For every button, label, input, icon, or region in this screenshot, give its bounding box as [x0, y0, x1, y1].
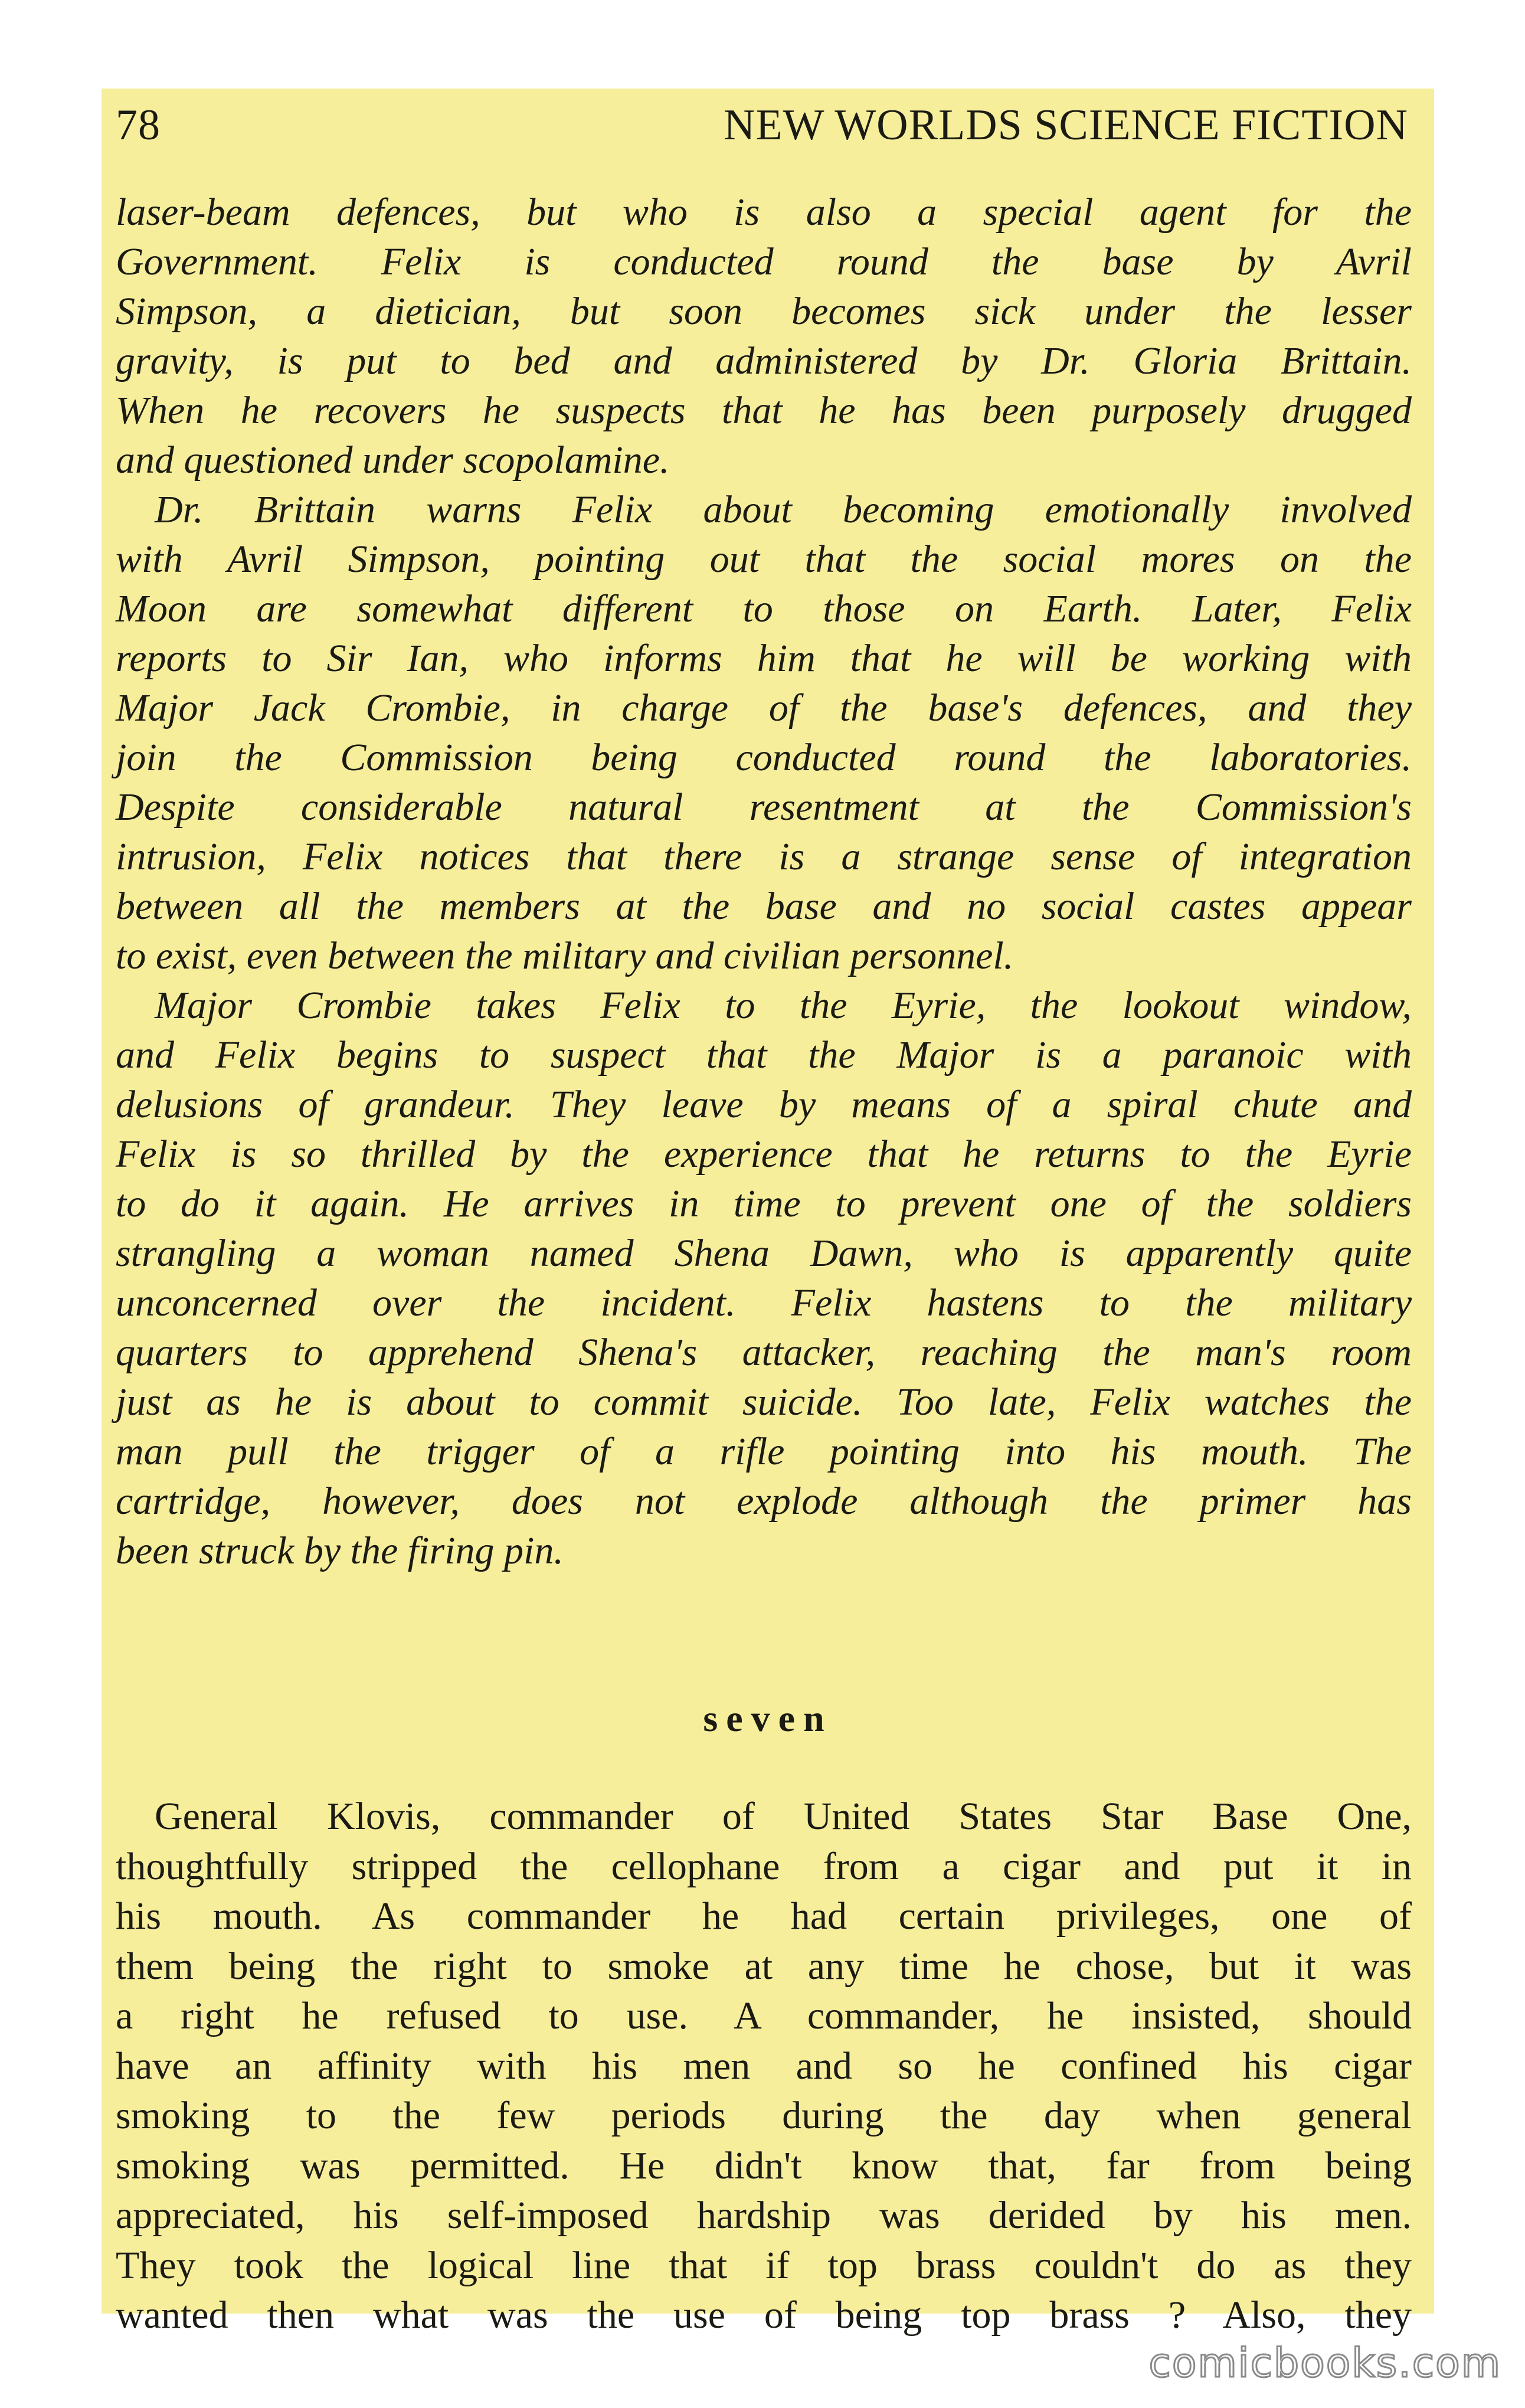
text-line: General Klovis, commander of United States Star Base One,	[155, 1795, 1412, 1838]
text-line: cartridge, however, does not explode although the primer has	[116, 1480, 1412, 1523]
text-line: Major Jack Crombie, in charge of the base's defences, and they	[116, 686, 1412, 729]
text-line: delusions of grandeur. They leave by means of a spiral chute and	[116, 1083, 1412, 1126]
text-line: and Felix begins to suspect that the Major is a paranoic with	[116, 1033, 1412, 1077]
text-line: laser-beam defences, but who is also a special agent for the	[116, 191, 1412, 234]
text-line: appreciated, his self-imposed hardship was derided by his men.	[116, 2194, 1412, 2237]
chapter-heading: seven	[703, 1697, 833, 1739]
text-line: join the Commission being conducted round the laboratories.	[116, 736, 1412, 779]
text-line: Major Crombie takes Felix to the Eyrie, the lookout window,	[155, 984, 1412, 1027]
page-number: 78	[116, 101, 161, 149]
text-line: Despite considerable natural resentment at the Commission's	[116, 786, 1412, 829]
text-line: quarters to apprehend Shena's attacker, reaching the man's room	[116, 1331, 1412, 1374]
text-line: between all the members at the base and no social castes appear	[116, 885, 1412, 928]
text-line: gravity, is put to bed and administered by Dr. Gloria Brittain.	[116, 339, 1412, 382]
text-line: and questioned under scopolamine.	[116, 439, 670, 482]
text-line: reports to Sir Ian, who informs him that he will be working with	[116, 637, 1412, 680]
text-line: Felix is so thrilled by the experience that he returns to the Eyrie	[116, 1133, 1412, 1176]
text-line: smoking to the few periods during the day when general	[116, 2094, 1412, 2137]
text-line: strangling a woman named Shena Dawn, who is apparently quite	[116, 1232, 1412, 1275]
site-watermark: comicbooks.com	[1148, 2340, 1501, 2387]
text-line: to exist, even between the military and civilian personnel.	[116, 934, 1014, 977]
text-line: Simpson, a dietician, but soon becomes sick under the lesser	[116, 290, 1412, 333]
book-page	[102, 89, 1434, 2337]
text-line: man pull the trigger of a rifle pointing into his mouth. The	[116, 1430, 1412, 1473]
text-line: Dr. Brittain warns Felix about becoming emotionally involved	[155, 488, 1412, 531]
text-line: just as he is about to commit suicide. Too late, Felix watches the	[116, 1380, 1412, 1424]
page-header	[116, 100, 1408, 165]
text-line: to do it again. He arrives in time to prevent one of the soldiers	[116, 1182, 1412, 1225]
text-line: thoughtfully stripped the cellophane from a cigar and put it in	[116, 1844, 1412, 1888]
text-line: been struck by the firing pin.	[116, 1529, 564, 1572]
text-line: with Avril Simpson, pointing out that the social mores on the	[116, 538, 1412, 581]
text-line: unconcerned over the incident. Felix hastens to the military	[116, 1281, 1412, 1324]
running-head: NEW WORLDS SCIENCE FICTION	[724, 101, 1408, 149]
text-line: a right he refused to use. A commander, he insisted, should	[116, 1994, 1412, 2037]
text-line: Government. Felix is conducted round the base by Avril	[116, 240, 1412, 283]
chapter-body-text	[116, 1792, 1412, 2341]
text-line: wanted then what was the use of being top brass ? Also, they	[116, 2294, 1412, 2337]
text-line: them being the right to smoke at any time he chose, but it was	[116, 1944, 1412, 1988]
text-line: intrusion, Felix notices that there is a strange sense of integration	[116, 835, 1412, 878]
text-line: They took the logical line that if top brass couldn't do as they	[116, 2243, 1412, 2287]
text-line: his mouth. As commander he had certain privileges, one of	[116, 1895, 1412, 1938]
text-line: have an affinity with his men and so he confined his cigar	[116, 2044, 1412, 2088]
synopsis-text	[116, 188, 1412, 1576]
text-line: When he recovers he suspects that he has been purposely drugged	[116, 389, 1412, 432]
text-line: smoking was permitted. He didn't know that, far from being	[116, 2144, 1412, 2187]
text-line: Moon are somewhat different to those on Earth. Later, Felix	[116, 587, 1412, 630]
